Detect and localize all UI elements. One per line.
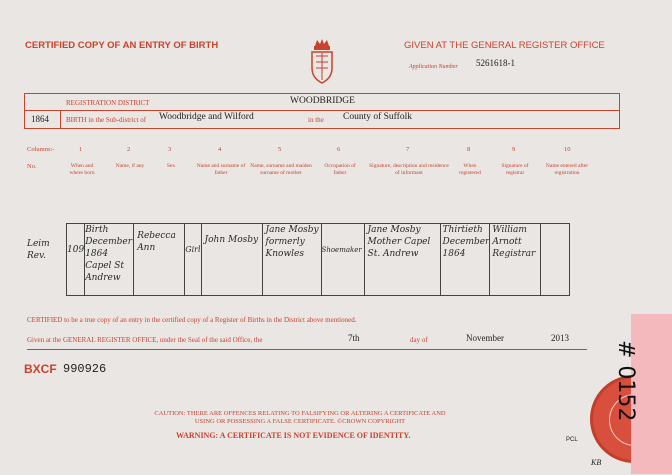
column-number: 8: [467, 146, 471, 153]
margin-note: Leim Rev.: [27, 239, 50, 261]
district-label: REGISTRATION DISTRICT: [66, 99, 150, 107]
column-number: 2: [127, 146, 131, 153]
certified-text: CERTIFIED to be a true copy of an entry in the certified copy of a Register of Births in the District above mentioned.: [27, 316, 357, 324]
registration-year: 1864: [31, 114, 49, 124]
serial-number: 990926: [63, 362, 107, 376]
month-value: November: [466, 333, 504, 343]
district-value: WOODBRIDGE: [290, 96, 355, 106]
application-label: Application Number: [409, 64, 458, 70]
column-number: 4: [218, 146, 222, 153]
certificate-title: CERTIFIED COPY OF AN ENTRY OF BIRTH: [25, 40, 219, 51]
column-label: Name entered after registration: [545, 163, 589, 176]
entry-when-where: Birth December 1864 Capel St Andrew: [85, 225, 133, 283]
no-label: No.: [27, 163, 37, 170]
district-box-right: [619, 93, 620, 129]
entry-name: Rebecca Ann: [137, 231, 176, 253]
serial-prefix: BXCF: [24, 362, 57, 376]
column-number: 7: [406, 146, 410, 153]
column-label: When registered: [459, 163, 481, 176]
pcl-label: PCL: [566, 437, 578, 443]
given-text: Given at the GENERAL REGISTER OFFICE, under the Seal of the said Office, the: [27, 336, 263, 344]
entry-mother: Jane Mosby formerly Knowles: [265, 225, 319, 259]
column-label: Name, surname and maiden surname of mother: [250, 163, 312, 176]
column-number: 10: [564, 146, 571, 153]
entry-informant: Jane Mosby Mother Capel St. Andrew: [367, 225, 431, 259]
column-label: Sex: [166, 163, 176, 169]
caution-text: CAUTION: THERE ARE OFFENCES RELATING TO FALSIFYING OR ALTERING A CERTIFICATE AND USING OR POSSESSING A FALSE CERTIFICATE. ©CROWN COPYRIGHT: [154, 410, 446, 425]
entry-occupation: Shoemaker: [321, 246, 362, 254]
register-entry-table: [66, 223, 570, 296]
archive-sticker-number: # 0152: [613, 340, 638, 422]
district-box-top: [24, 93, 620, 94]
columns-label: Columns:-: [27, 146, 55, 153]
subdistrict-value: Woodbridge and Wilford: [159, 112, 254, 122]
application-number: 5261618-1: [476, 58, 515, 68]
column-label: Occupation of father: [324, 163, 356, 176]
table-row: [67, 224, 570, 296]
column-label: When and where born: [69, 163, 95, 176]
district-box-divider: [24, 110, 620, 111]
county-value: County of Suffolk: [343, 112, 412, 122]
given-at-heading: GIVEN AT THE GENERAL REGISTER OFFICE: [404, 40, 605, 51]
subdistrict-label: BIRTH in the Sub-district of: [66, 116, 147, 124]
initials: KB: [591, 458, 602, 467]
column-label: Signature of registrar: [501, 163, 529, 176]
entry-sex: Girl: [185, 245, 201, 254]
footer-divider: [27, 349, 587, 350]
district-box-year-divider: [60, 110, 61, 128]
column-number: 6: [337, 146, 341, 153]
in-the-label: in the: [308, 116, 324, 124]
column-number: 9: [512, 146, 516, 153]
column-label: Signature, description and residence of informant: [369, 163, 449, 176]
entry-registrar: William Arnott Registrar: [492, 225, 536, 259]
district-box-bottom: [24, 128, 620, 129]
day-value: 7th: [348, 333, 360, 343]
royal-crest-icon: [305, 38, 339, 86]
column-label: Name and surname of father: [196, 163, 246, 176]
entry-number: 109: [67, 245, 85, 255]
year-value: 2013: [551, 333, 569, 343]
day-of-label: day of: [410, 336, 428, 344]
warning-text: WARNING: A CERTIFICATE IS NOT EVIDENCE OF IDENTITY.: [176, 431, 411, 440]
entry-father: John Mosby: [204, 235, 259, 245]
column-number: 3: [168, 146, 172, 153]
column-number: 1: [79, 146, 83, 153]
column-number: 5: [278, 146, 282, 153]
entry-registered: Thirtieth December 1864: [442, 225, 490, 259]
column-label: Name, if any: [115, 163, 145, 169]
district-box-left: [24, 93, 25, 129]
